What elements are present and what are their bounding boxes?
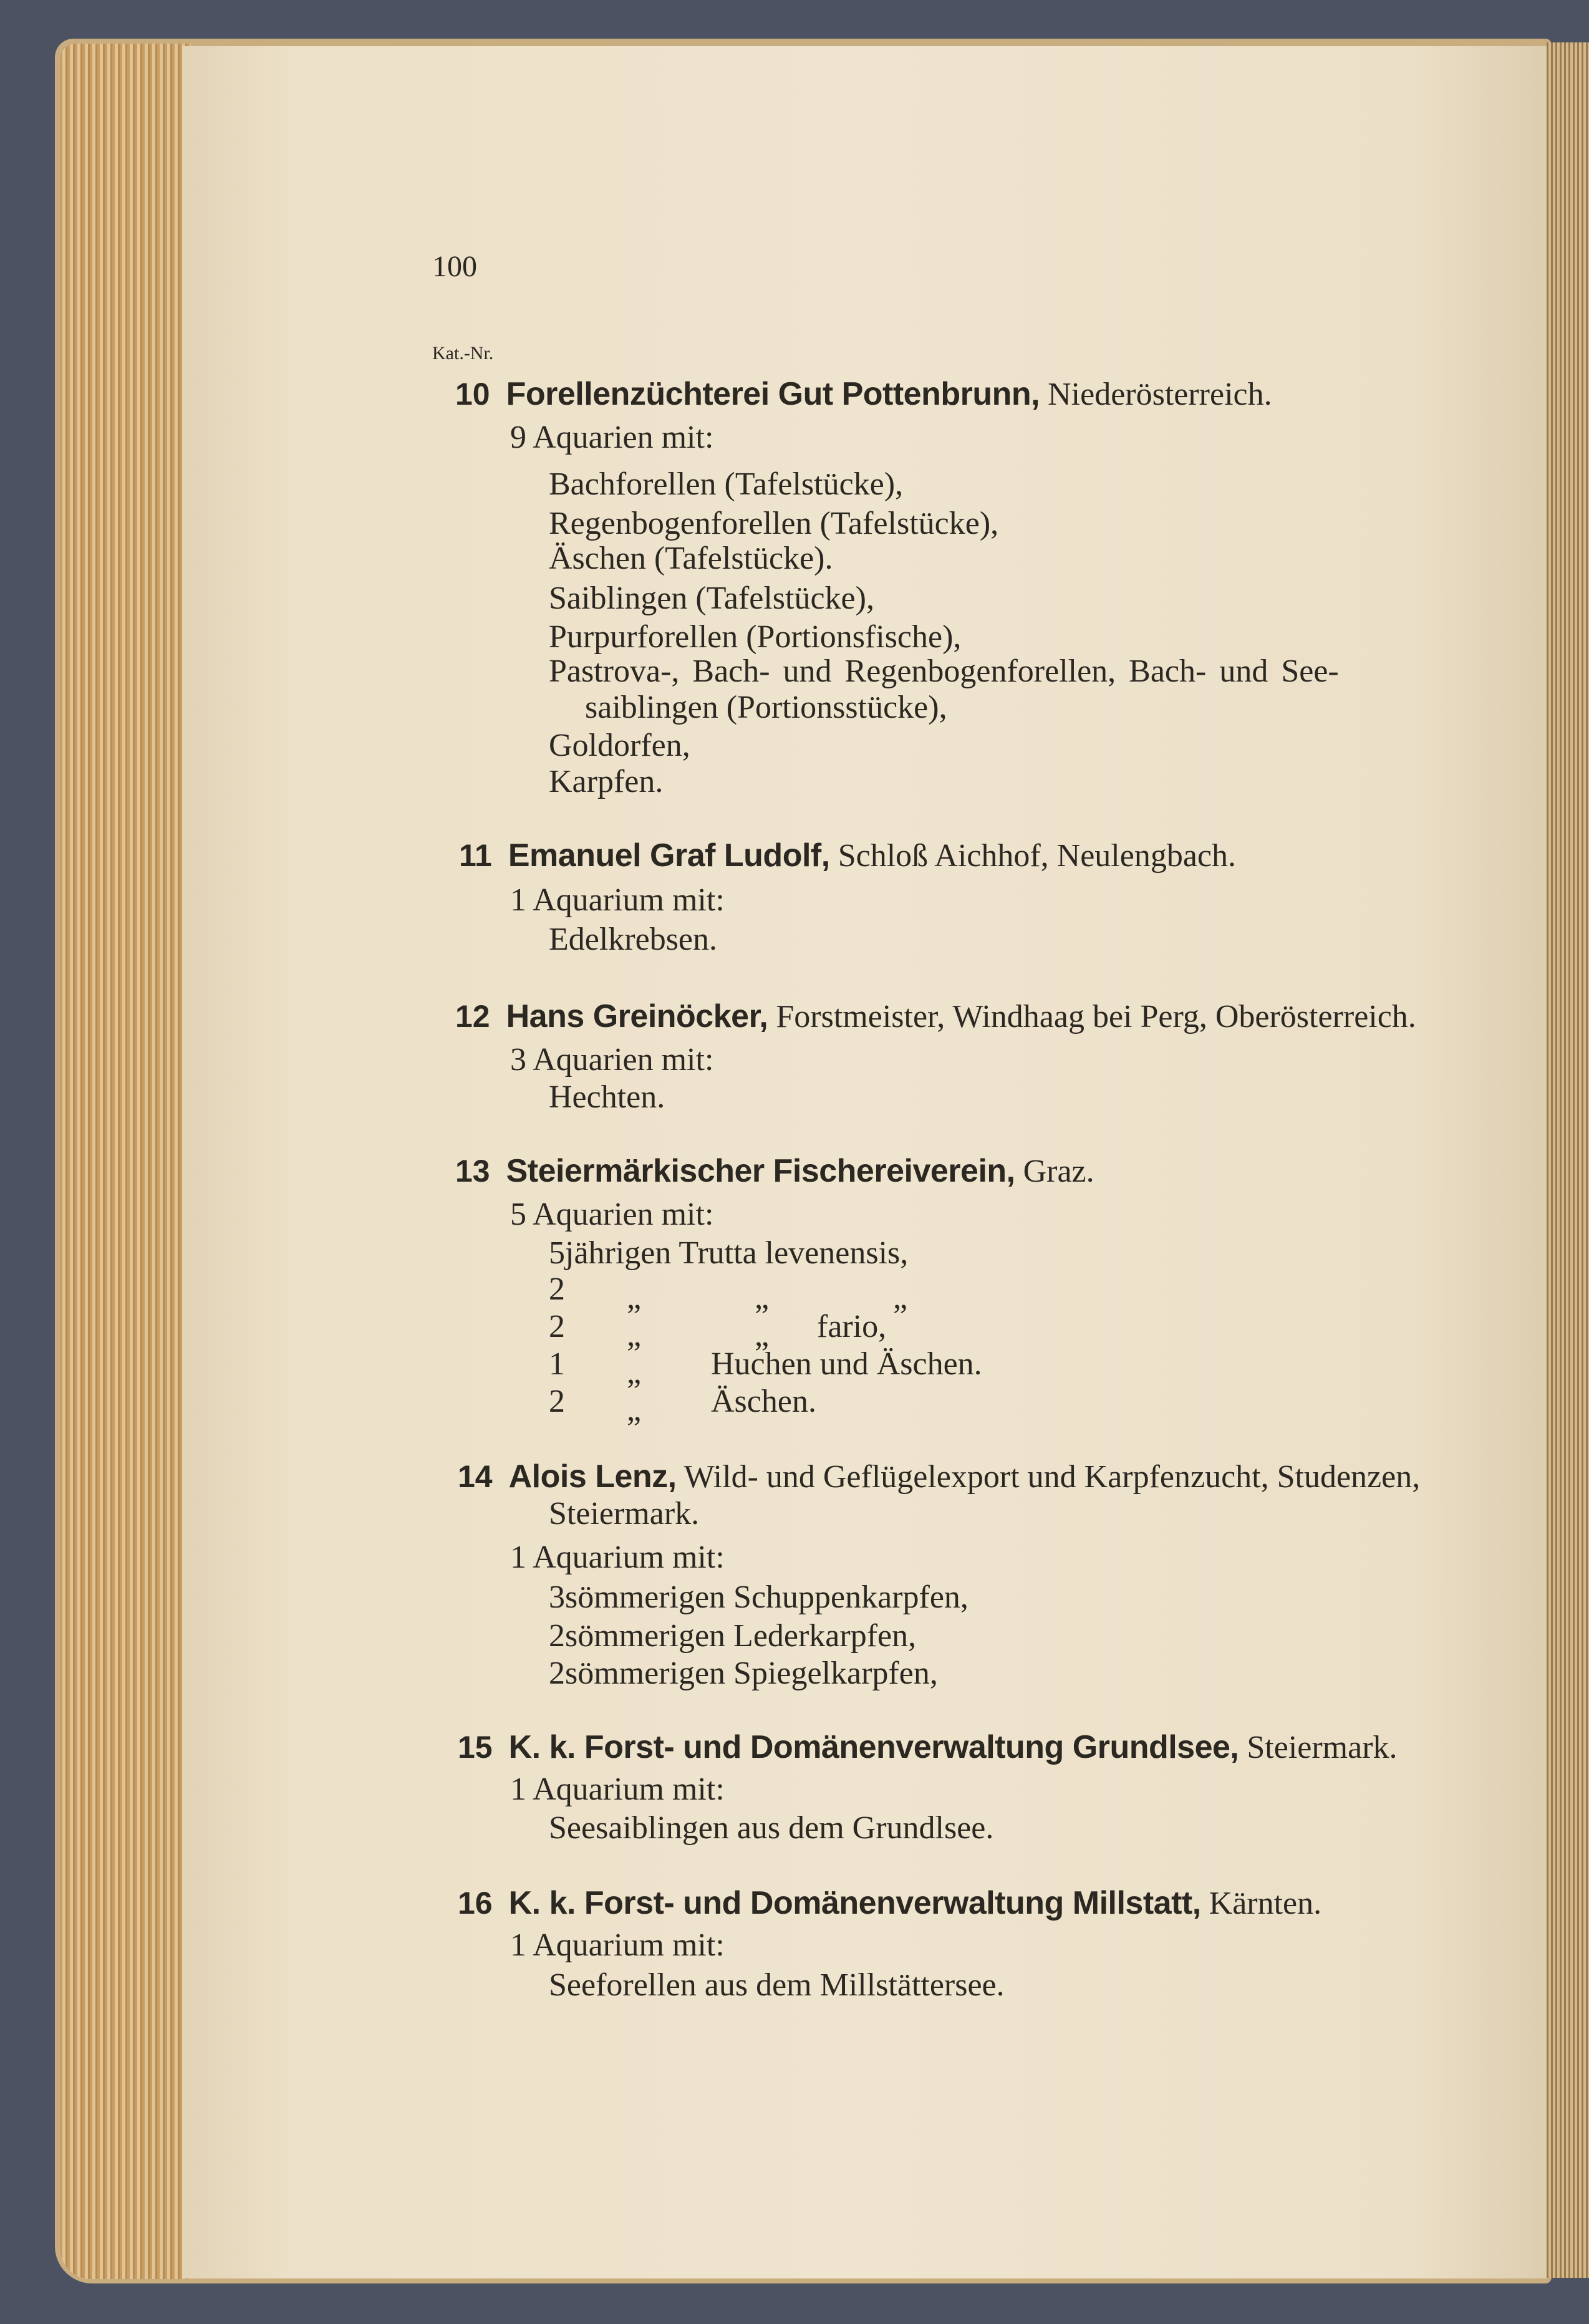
entry-count: 1 Aquarium mit: (510, 1540, 725, 1575)
page-edges-left (60, 44, 191, 2279)
page-edges-right (1547, 42, 1589, 2278)
entry-heading (455, 996, 1416, 1037)
entry-name: Emanuel Graf Ludolf, (508, 837, 830, 874)
entry-number: 15 (458, 1730, 493, 1765)
entry-number: 16 (458, 1886, 493, 1921)
list-item: Pastrova-, Bach- und Regenbogenforellen, Bach- und See- (549, 653, 1339, 689)
list-item: 2sömmerigen Spiegelkarpfen, (549, 1656, 938, 1691)
entry-location: Niederösterreich. (1048, 377, 1272, 412)
entry-name: Hans Greinöcker, (506, 998, 768, 1034)
list-item: Hechten. (549, 1079, 665, 1115)
ditto-mark: „ (893, 1280, 908, 1316)
list-item: Seesaiblingen aus dem Grundlsee. (549, 1810, 994, 1846)
entry-name: Forellenzüchterei Gut Pottenbrunn, (506, 376, 1040, 412)
ditto-mark: „ (755, 1280, 770, 1316)
list-item: Regenbogenforellen (Tafelstücke), (549, 506, 999, 541)
list-item: Äschen. (711, 1384, 816, 1419)
row-count: 2 (549, 1309, 565, 1344)
entry-count: 3 Aquarien mit: (510, 1042, 714, 1078)
entry-heading (455, 1151, 1094, 1192)
catalog-number-label: Kat.-Nr. (432, 343, 494, 364)
entry-number: 13 (455, 1154, 490, 1189)
entry-location: Kärnten. (1209, 1886, 1322, 1921)
list-item: fario, (817, 1309, 887, 1344)
row-count: 1 (549, 1346, 565, 1382)
list-item: Edelkrebsen. (549, 922, 718, 957)
entry-name: Alois Lenz, (508, 1459, 677, 1495)
entry-location: Forstmeister, Windhaag bei Perg, Oberösterreich. (776, 999, 1416, 1034)
entry-heading (458, 1883, 1321, 1924)
entry-number: 10 (455, 377, 490, 412)
list-item: Saiblingen (Tafelstücke), (549, 581, 874, 616)
ditto-mark: „ (627, 1392, 642, 1428)
ditto-mark: „ (627, 1355, 642, 1391)
page-number: 100 (432, 250, 477, 283)
entry-location: Graz. (1023, 1154, 1094, 1189)
entry-number: 14 (458, 1459, 493, 1494)
entry-location-continued: Steiermark. (549, 1496, 700, 1531)
entry-heading (455, 374, 1272, 415)
list-item: Goldorfen, (549, 728, 690, 763)
row-count: 2 (549, 1271, 565, 1307)
entry-heading (458, 1457, 1420, 1497)
entry-number: 11 (459, 838, 492, 873)
list-item: Seeforellen aus dem Millstättersee. (549, 1967, 1005, 2003)
entry-count: 1 Aquarium mit: (510, 1927, 725, 1963)
entry-heading (459, 836, 1236, 876)
list-item: Purpurforellen (Portionsfische), (549, 619, 962, 655)
list-item: Äschen (Tafelstücke). (549, 541, 833, 576)
entry-location: Wild- und Geflügelexport und Karpfenzucht, Studenzen, (683, 1459, 1421, 1495)
list-item: 5jährigen Trutta levenensis, (549, 1235, 909, 1271)
list-item: Bachforellen (Tafelstücke), (549, 466, 904, 502)
list-item: saiblingen (Portionsstücke), (585, 690, 947, 725)
entry-heading (458, 1727, 1398, 1768)
entry-name: Steiermärkischer Fischereiverein, (506, 1153, 1015, 1189)
row-count: 2 (549, 1384, 565, 1419)
list-item: 3sömmerigen Schuppenkarpfen, (549, 1579, 968, 1615)
list-item: 2sömmerigen Lederkarpfen, (549, 1618, 917, 1654)
list-item: Karpfen. (549, 764, 664, 799)
ditto-mark: „ (627, 1318, 642, 1353)
entry-location: Schloß Aichhof, Neulengbach. (838, 838, 1236, 874)
entry-name: K. k. Forst- und Domänenverwaltung Grundlsee, (508, 1729, 1239, 1765)
entry-count: 1 Aquarium mit: (510, 882, 725, 918)
entry-name: K. k. Forst- und Domänenverwaltung Millstatt, (508, 1885, 1201, 1921)
entry-count: 5 Aquarien mit: (510, 1197, 714, 1232)
entry-number: 12 (455, 999, 490, 1034)
ditto-mark: „ (755, 1318, 770, 1353)
entry-count: 9 Aquarien mit: (510, 420, 714, 455)
ditto-mark: „ (627, 1280, 642, 1316)
entry-location: Steiermark. (1247, 1730, 1398, 1765)
entry-count: 1 Aquarium mit: (510, 1772, 725, 1807)
list-item: Huchen und Äschen. (711, 1346, 982, 1382)
